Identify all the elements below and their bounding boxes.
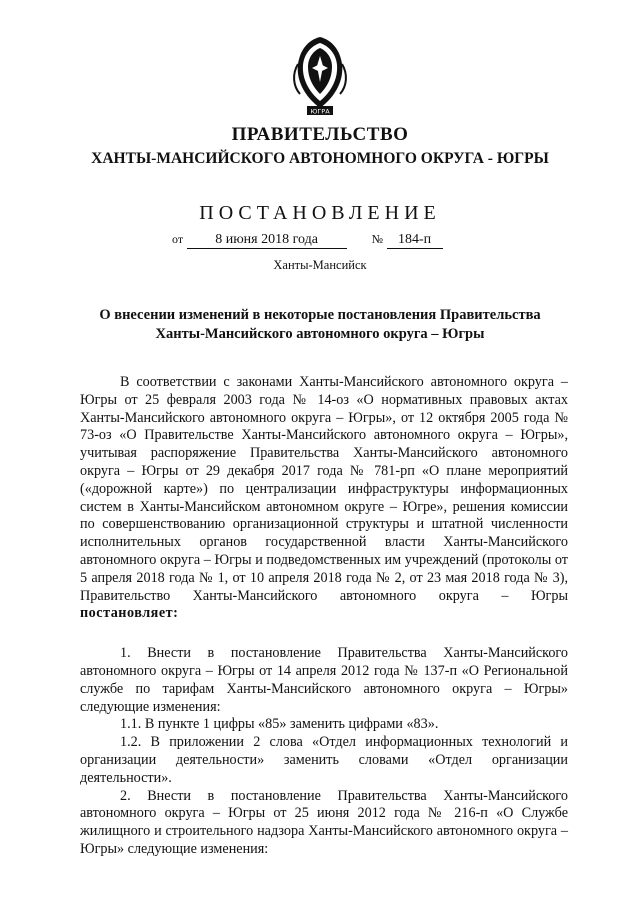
date-prefix: от	[172, 232, 184, 246]
document-body	[80, 374, 568, 859]
government-title: ПРАВИТЕЛЬСТВО	[231, 124, 409, 145]
subject-line-1: О внесении изменений в некоторые постановления Правительства	[99, 307, 541, 323]
item-1-2: 1.2. В приложении 2 слова «Отдел информационных технологий и организации деятельности» заменить словами «Отдел организации деятельности».	[80, 734, 568, 786]
item-1: 1. Внести в постановление Правительства Ханты-Мансийского автономного округа – Югры от 14 апреля 2012 года № 137-п «О Региональной службе по тарифам Ханты-Мансийского автономного округа – Югры» следующие изменения:	[80, 645, 568, 715]
item-1-1: 1.1. В пункте 1 цифры «85» заменить цифрами «83».	[120, 716, 439, 733]
svg-text:ЮГРА: ЮГРА	[310, 107, 330, 116]
preamble-paragraph	[80, 374, 568, 623]
document-date: 8 июня 2018 года	[187, 232, 347, 249]
document-number: 184-п	[387, 232, 443, 249]
subject-line-2: Ханты-Мансийского автономного округа – Югры	[155, 326, 485, 342]
document-subject	[60, 306, 580, 344]
item-2: 2. Внести в постановление Правительства Ханты-Мансийского автономного округа – Югры от 25 июня 2012 года № 216-п «О Службе жилищного и строительного надзора Ханты-Мансийского автономного округа – Югры» следующие изменения:	[80, 787, 568, 857]
date-number-line	[172, 232, 443, 249]
place-of-issue: Ханты-Мансийск	[273, 258, 367, 272]
number-prefix: №	[371, 232, 384, 246]
preamble-text: В соответствии с законами Ханты-Мансийского автономного округа – Югры от 25 февраля 2003 года № 14-оз «О нормативных правовых актах Ханты-Мансийского автономного округа – Югры», от 12 октября 2005 года № 73-оз «О Правительстве Ханты-Мансийского автономного округа – Югры», учитывая распоряжение Правительства Ханты-Мансийского автономного округа – Югры от 29 декабря 2017 года № 781-рп «О плане мероприятий («дорожной карте») по централизации инфраструктуры информационных систем в Ханты-Мансийском автономном округе – Югре», решения комиссии по совершенствованию организационной структуры и штатной численности исполнительных органов государственной власти Ханты-Мансийского автономного округа – Югры и подведомственных им учреждений (протоколы от 5 апреля 2018 года № 1, от 10 апреля 2018 года № 2, от 23 мая 2018 года № 3), Правительство Ханты-Мансийского автономного округа – Югры	[80, 374, 568, 604]
document-type: ПОСТАНОВЛЕНИЕ	[199, 202, 441, 224]
coat-of-arms-emblem	[290, 34, 350, 118]
region-title: ХАНТЫ-МАНСИЙСКОГО АВТОНОМНОГО ОКРУГА - ЮГРЫ	[91, 150, 549, 167]
resolves-word: постановляет:	[80, 605, 179, 622]
